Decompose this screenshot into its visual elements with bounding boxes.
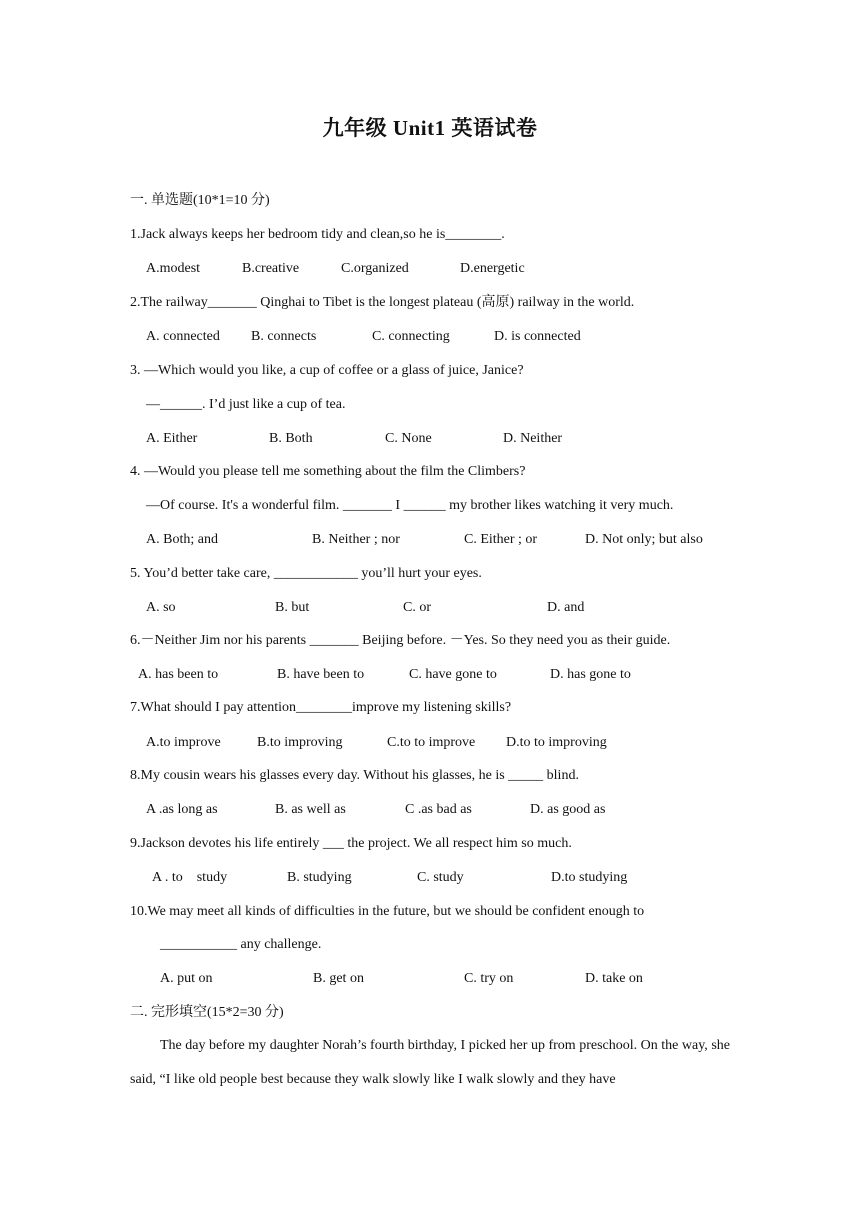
question-10-stem: 10.We may meet all kinds of difficulties in the future, but we should be confident enough to	[130, 904, 645, 919]
question-10-option-d: D. take on	[585, 971, 643, 986]
question-6-stem: 6.－Neither Jim nor his parents _______ Beijing before. －Yes. So they need you as their guide.	[130, 633, 671, 648]
question-4-option-d: D. Not only; but also	[585, 532, 703, 547]
question-4-option-c: C. Either ; or	[464, 532, 538, 547]
question-2-stem: 2.The railway_______ Qinghai to Tibet is the longest plateau (高原) railway in the world.	[130, 295, 635, 310]
question-8-option-b: B. as well as	[275, 802, 346, 817]
question-8-stem: 8.My cousin wears his glasses every day. Without his glasses, he is _____ blind.	[130, 768, 579, 783]
question-1-option-d: D.energetic	[460, 261, 525, 276]
section-heading-single-choice: 一. 单选题(10*1=10 分)	[130, 193, 270, 208]
question-8-option-c: C .as bad as	[405, 802, 472, 817]
section-heading-cloze: 二. 完形填空(15*2=30 分)	[130, 1005, 284, 1020]
question-1-option-a: A.modest	[146, 261, 201, 276]
question-3-option-b: B. Both	[269, 431, 313, 446]
question-5-option-b: B. but	[275, 600, 310, 615]
question-2-option-d: D. is connected	[494, 329, 581, 344]
question-4-stem-response: —Of course. It's a wonderful film. _______ I ______ my brother likes watching it very much.	[146, 498, 674, 513]
question-5-stem: 5. You’d better take care, ____________ you’ll hurt your eyes.	[130, 566, 482, 581]
question-9-stem: 9.Jackson devotes his life entirely ___ the project. We all respect him so much.	[130, 836, 572, 851]
question-4-option-a: A. Both; and	[146, 532, 218, 547]
question-10-option-b: B. get on	[313, 971, 364, 986]
question-7-option-d: D.to to improving	[506, 735, 607, 750]
question-10-stem-continued: ___________ any challenge.	[160, 937, 322, 952]
question-7-option-b: B.to improving	[257, 735, 343, 750]
question-3-option-a: A. Either	[146, 431, 198, 446]
question-2-option-b: B. connects	[251, 329, 317, 344]
question-9-option-b: B. studying	[287, 870, 352, 885]
question-1-option-c: C.organized	[341, 261, 409, 276]
question-5-option-c: C. or	[403, 600, 431, 615]
question-8-option-d: D. as good as	[530, 802, 606, 817]
cloze-passage: The day before my daughter Norah’s fourth birthday, I picked her up from preschool. On the way, she said, “I like old people best because they walk slowly like I walk slowly and they have	[130, 1038, 730, 1087]
question-9-option-c: C. study	[417, 870, 464, 885]
question-3-stem: 3. —Which would you like, a cup of coffee or a glass of juice, Janice?	[130, 363, 524, 378]
question-9-option-a: A . to study	[152, 870, 228, 885]
question-6-option-a: A. has been to	[138, 667, 219, 682]
question-6-option-b: B. have been to	[277, 667, 365, 682]
question-7-option-c: C.to to improve	[387, 735, 476, 750]
question-2-option-c: C. connecting	[372, 329, 450, 344]
question-3-option-c: C. None	[385, 431, 432, 446]
question-4-option-b: B. Neither ; nor	[312, 532, 400, 547]
question-10-option-c: C. try on	[464, 971, 514, 986]
question-5-option-d: D. and	[547, 600, 585, 615]
question-8-option-a: A .as long as	[146, 802, 218, 817]
question-9-option-d: D.to studying	[551, 870, 628, 885]
question-1-option-b: B.creative	[242, 261, 300, 276]
question-7-stem: 7.What should I pay attention________improve my listening skills?	[130, 700, 512, 715]
question-7-option-a: A.to improve	[146, 735, 221, 750]
question-3-option-d: D. Neither	[503, 431, 563, 446]
question-4-stem: 4. —Would you please tell me something about the film the Climbers?	[130, 464, 526, 479]
question-6-option-d: D. has gone to	[550, 667, 631, 682]
question-3-stem-response: —______. I’d just like a cup of tea.	[146, 397, 346, 412]
page-title: 九年级 Unit1 英语试卷	[322, 116, 538, 140]
question-5-option-a: A. so	[146, 600, 176, 615]
question-2-option-a: A. connected	[146, 329, 220, 344]
question-10-option-a: A. put on	[160, 971, 213, 986]
question-6-option-c: C. have gone to	[409, 667, 497, 682]
question-1-stem: 1.Jack always keeps her bedroom tidy and clean,so he is________.	[130, 227, 505, 242]
